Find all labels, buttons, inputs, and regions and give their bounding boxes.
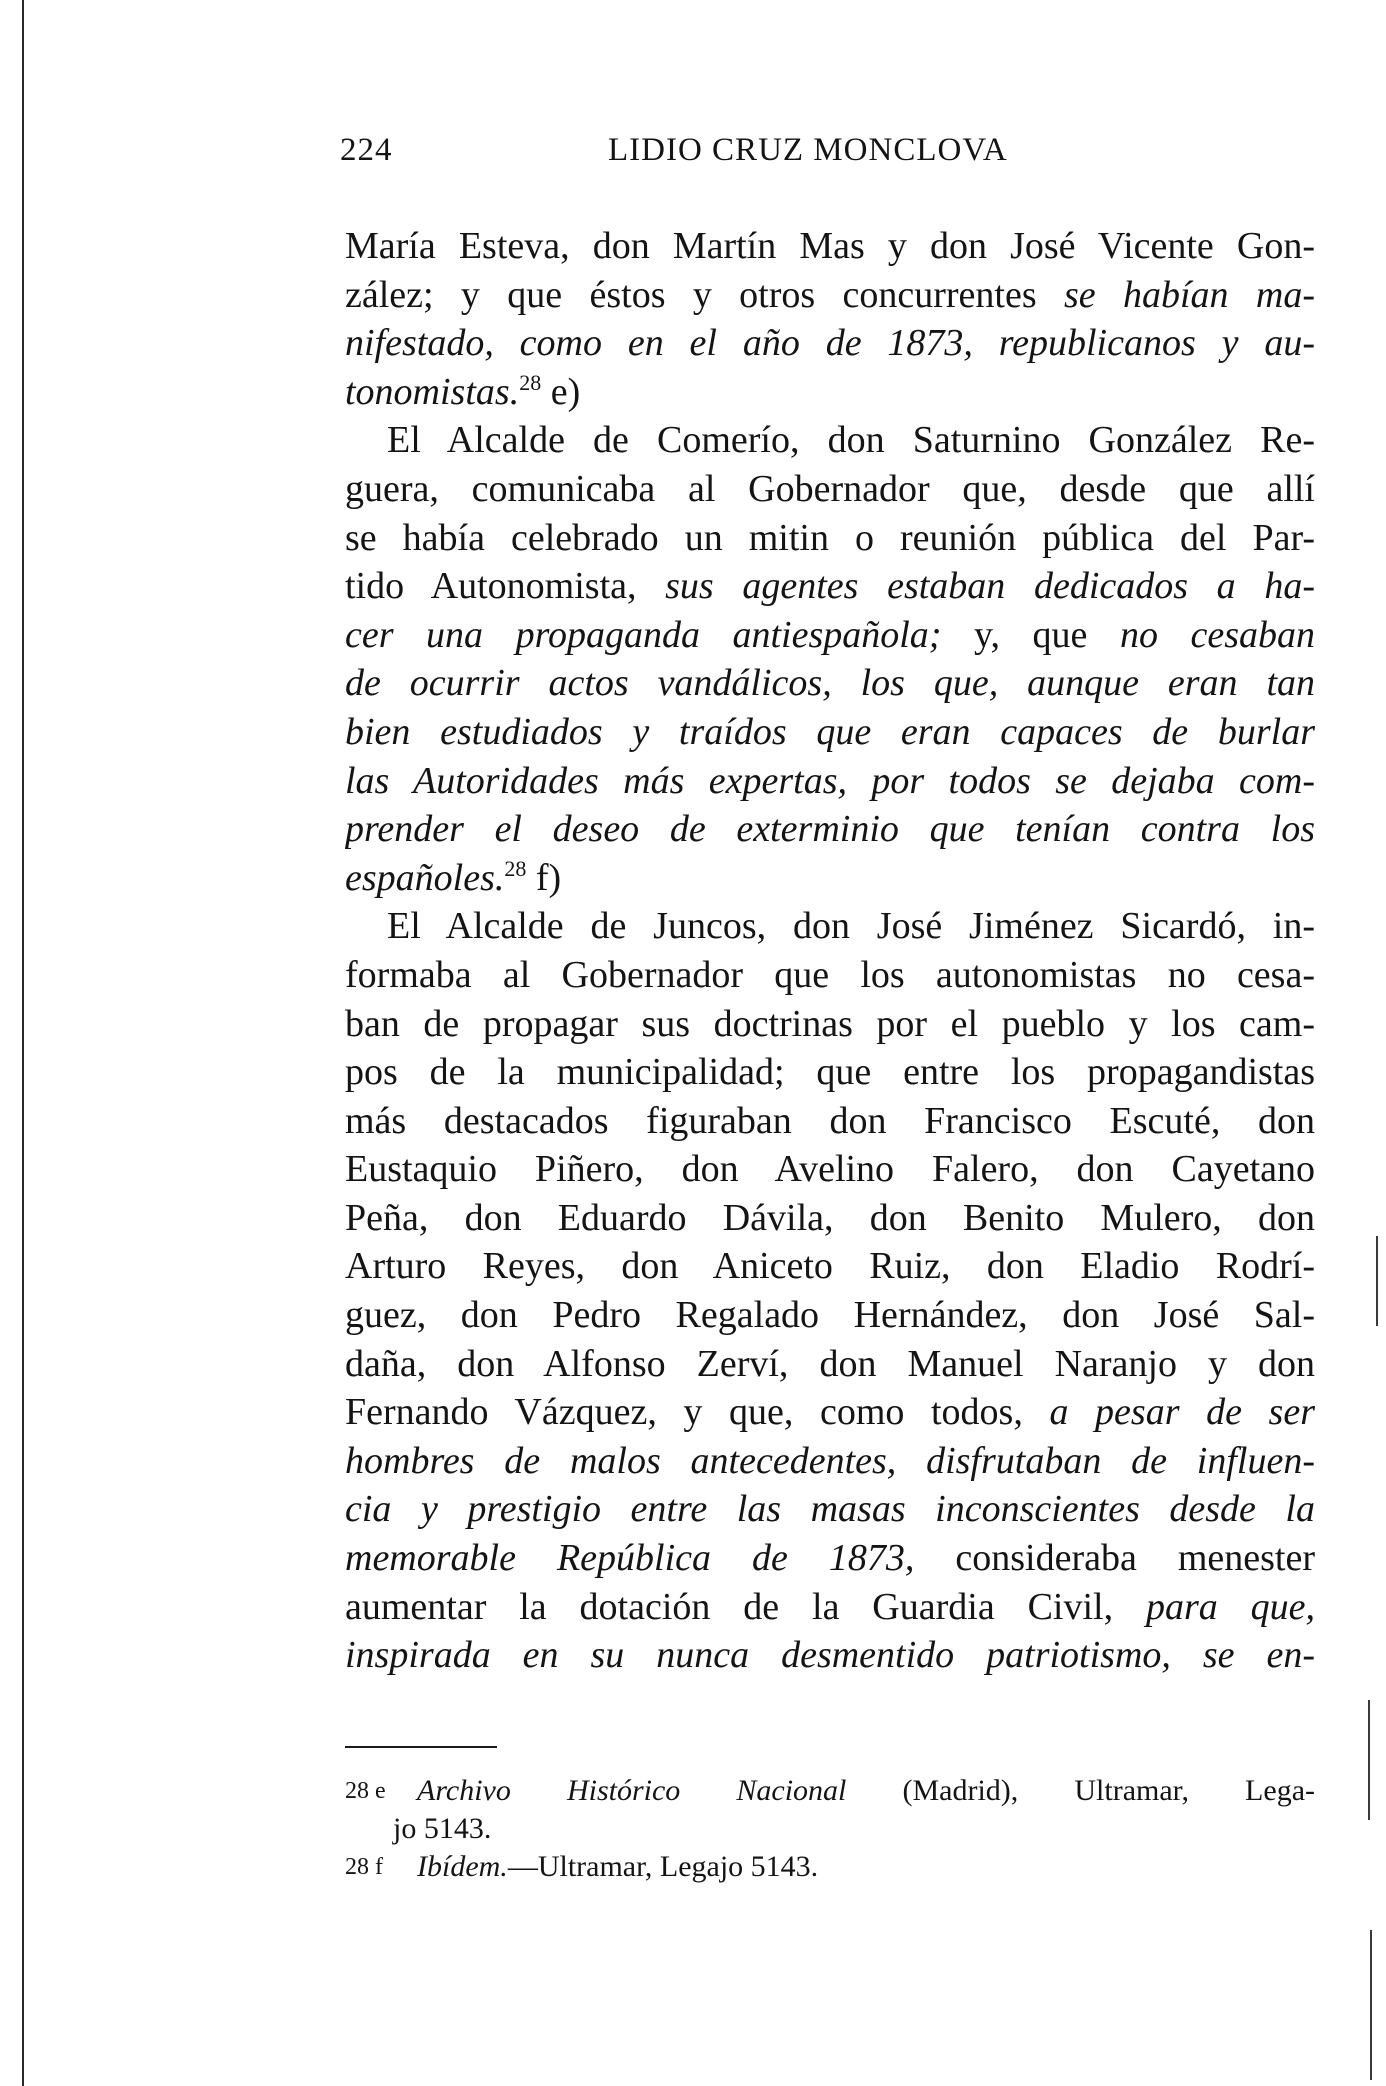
text-line: tido Autonomista, sus agentes estaban dedicados a ha- (345, 565, 1315, 608)
text-line: pos de la municipalidad; que entre los propagandistas (345, 1051, 1315, 1094)
footnote-28f (345, 1848, 1315, 1886)
text-line: zález; y que éstos y otros concurrentes se habían ma- (345, 273, 1315, 316)
page-number: 224 (340, 132, 393, 168)
footnote-ref: 28 (519, 369, 542, 395)
footnote-number: 28 f (345, 1854, 383, 1880)
text-line: Fernando Vázquez, y que, como todos, a pesar de ser (345, 1391, 1315, 1434)
footnote-28e (345, 1772, 1315, 1810)
text-line: de ocurrir actos vandálicos, los que, aunque eran tan (345, 662, 1315, 705)
page-header (340, 132, 1060, 182)
text-line: se había celebrado un mitin o reunión pública del Par- (345, 516, 1315, 559)
footnote-text: Archivo Histórico Nacional (Madrid), Ultramar, Lega- (417, 1774, 1316, 1807)
text-line: Arturo Reyes, don Aniceto Ruiz, don Eladio Rodrí- (345, 1245, 1315, 1288)
text-line: cer una propaganda antiespañola; y, que no cesaban (345, 613, 1315, 656)
page-edge-line (22, 0, 24, 2086)
text-line: más destacados figuraban don Francisco Escuté, don (345, 1099, 1315, 1142)
footnote-28e-continuation (345, 1810, 1315, 1848)
text-line: bien estudiados y traídos que eran capaces de burlar (345, 710, 1315, 753)
text-line: daña, don Alfonso Zerví, don Manuel Naranjo y don (345, 1342, 1315, 1385)
body-text (345, 222, 1315, 1680)
text-line: prender el deseo de exterminio que tenían contra los (345, 808, 1315, 851)
text-line: ban de propagar sus doctrinas por el pueblo y los cam- (345, 1002, 1315, 1045)
text-line: hombres de malos antecedentes, disfrutaban de influen- (345, 1439, 1315, 1482)
footnote-text: jo 5143. (393, 1812, 492, 1845)
text-line: cia y prestigio entre las masas inconscientes desde la (345, 1488, 1315, 1531)
text-line: formaba al Gobernador que los autonomistas no cesa- (345, 953, 1315, 996)
text-line: guez, don Pedro Regalado Hernández, don José Sal- (345, 1294, 1315, 1337)
text-line: guera, comunicaba al Gobernador que, desde que allí (345, 467, 1315, 510)
footnote-divider (345, 1746, 497, 1748)
text-line: memorable República de 1873, consideraba menester (345, 1537, 1315, 1580)
scan-mark (1376, 1236, 1378, 1326)
text-line: nifestado, como en el año de 1873, republicanos y au- (345, 322, 1315, 365)
text-line: Eustaquio Piñero, don Avelino Falero, don Cayetano (345, 1148, 1315, 1191)
text-line: María Esteva, don Martín Mas y don José Vicente Gon- (345, 225, 1315, 267)
text-line: aumentar la dotación de la Guardia Civil, para que, (345, 1585, 1315, 1628)
footnotes (345, 1772, 1315, 1886)
footnote-ref: 28 (504, 855, 527, 881)
scan-mark (1370, 1930, 1372, 2080)
footnote-number: 28 e (345, 1778, 386, 1804)
text-line: El Alcalde de Juncos, don José Jiménez Sicardó, in- (387, 905, 1315, 948)
scan-mark (1368, 1700, 1370, 1820)
text-line: las Autoridades más expertas, por todos se dejaba com- (345, 759, 1315, 802)
text-line: españoles.$^{28}$ f) (345, 855, 562, 899)
footnote-text: Ibídem.—Ultramar, Legajo 5143. (417, 1850, 819, 1883)
text-line: El Alcalde de Comerío, don Saturnino González Re- (387, 419, 1315, 462)
text-line: Peña, don Eduardo Dávila, don Benito Mulero, don (345, 1196, 1315, 1239)
text-line: inspirada en su nunca desmentido patriotismo, se en- (345, 1634, 1315, 1677)
running-title: LIDIO CRUZ MONCLOVA (608, 132, 1008, 168)
text-line: tonomistas.$^{28}$ e) (345, 369, 581, 413)
